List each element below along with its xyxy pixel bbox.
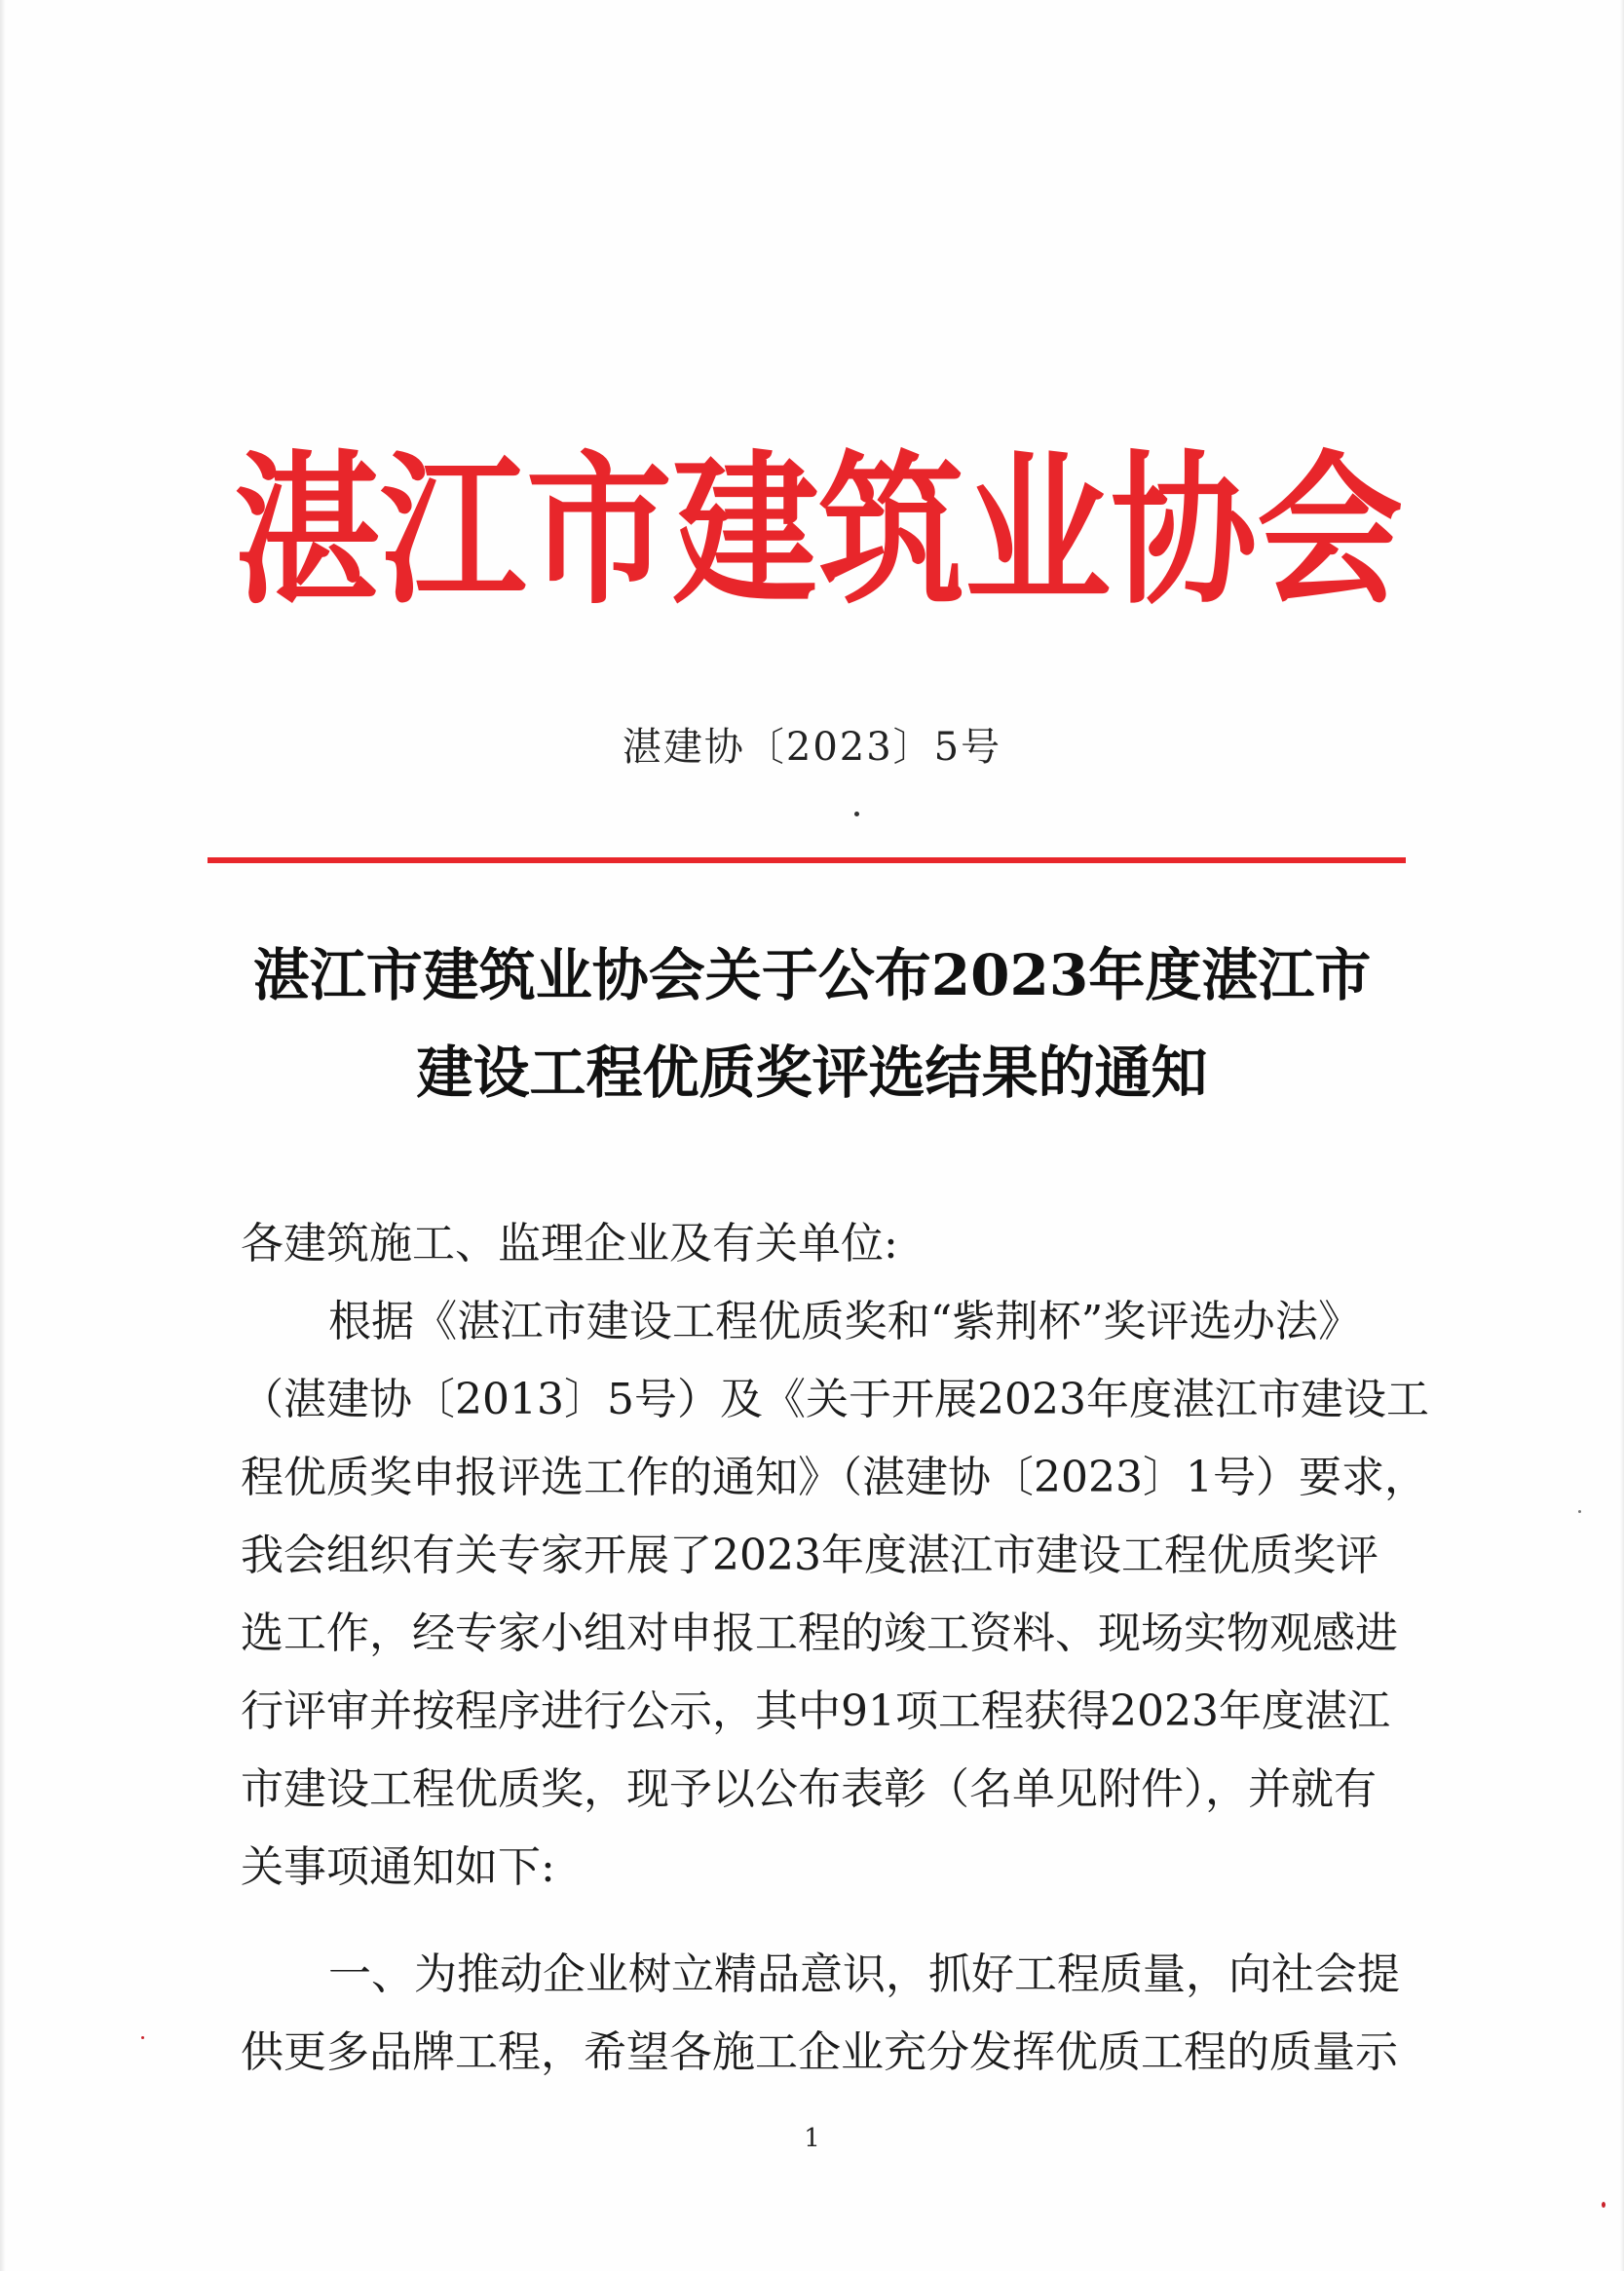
page-number: 1 [804, 2124, 820, 2153]
masthead-char: 江 [380, 435, 527, 627]
masthead-char: 会 [1257, 435, 1404, 627]
scan-speck [1578, 1510, 1581, 1513]
paragraph-1-line: 市建设工程优质奖，现予以公布表彰（名单见附件），并就有 [241, 1764, 1377, 1814]
scan-edge-left [0, 0, 6, 2271]
scan-speck [1602, 2202, 1605, 2208]
paragraph-1-line: 我会组织有关专家开展了2023年度湛江市建设工程优质奖评 [241, 1531, 1379, 1580]
paragraph-1-line: 程优质奖申报评选工作的通知》（湛建协〔2023〕1号）要求， [241, 1453, 1427, 1502]
document-number: 湛建协〔2023〕5号 [622, 725, 1002, 770]
paragraph-2-line: 一、为推动企业树立精品意识，抓好工程质量，向社会提 [328, 1949, 1400, 1999]
scan-speck [141, 2036, 144, 2039]
masthead-char: 协 [1111, 435, 1258, 627]
masthead-title [234, 435, 1404, 627]
notice-title-line-1: 湛江市建筑业协会关于公布2023年度湛江市 [252, 942, 1372, 1008]
masthead-char: 市 [526, 435, 673, 627]
paragraph-1-line: 行评审并按程序进行公示，其中91项工程获得2023年度湛江 [241, 1686, 1390, 1736]
notice-title-line-2: 建设工程优质奖评选结果的通知 [416, 1040, 1208, 1106]
paragraph-2-line: 供更多品牌工程，希望各施工企业充分发挥优质工程的质量示 [241, 2027, 1398, 2077]
paragraph-1-line: （湛建协〔2013〕5号）及《关于开展2023年度湛江市建设工 [241, 1375, 1429, 1424]
paragraph-1-line: 根据《湛江市建设工程优质奖和“紫荆杯”奖评选办法》 [328, 1297, 1361, 1346]
paragraph-1-line: 关事项通知如下: [241, 1842, 555, 1892]
masthead-char: 筑 [818, 435, 965, 627]
scan-edge-right [1620, 0, 1624, 2271]
scan-dot [854, 812, 859, 816]
paragraph-1-line: 选工作，经专家小组对申报工程的竣工资料、现场实物观感进 [241, 1609, 1398, 1658]
masthead-char: 建 [672, 435, 819, 627]
salutation: 各建筑施工、监理企业及有关单位: [241, 1219, 898, 1268]
red-divider-rule [208, 857, 1406, 863]
masthead-char: 业 [964, 435, 1112, 627]
masthead-char: 湛 [234, 435, 381, 627]
